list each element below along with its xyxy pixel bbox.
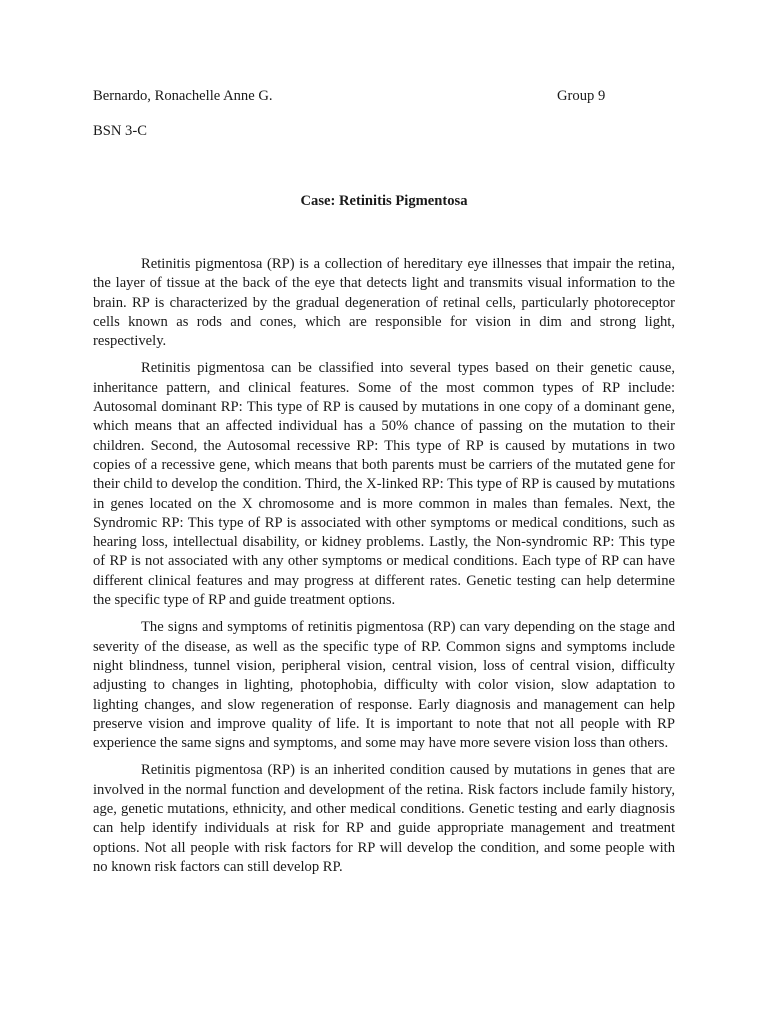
paragraph-symptoms: The signs and symptoms of retinitis pigmentosa (RP) can vary depending on the stage and severity of the disease, as well as the specific type of RP. Common signs and symptoms include night blindness, tunnel vision, peripheral vision, central vision, loss of central vision, difficulty adjusting to changes in lighting, photophobia, difficulty with color vision, slow adaptation to lighting changes, and slow regeneration of response. Early diagnosis and management can help preserve vision and improve quality of life. It is important to note that not all people with RP experience the same signs and symptoms, and some may have more severe vision loss than others. xyxy=(93,619,675,752)
header-row xyxy=(93,87,675,107)
group-label: Group 9 xyxy=(557,88,606,104)
paragraph-risk-factors: Retinitis pigmentosa (RP) is an inherited condition caused by mutations in genes that are involved in the normal function and development of the retina. Risk factors include family history, age, genetic mutations, ethnicity, and other medical conditions. Genetic testing and early diagnosis can help identify individuals at risk for RP and guide appropriate management and treatment options. Not all people with risk factors for RP will develop the condition, and some people with no known risk factors can still develop RP. xyxy=(93,762,675,875)
body-text xyxy=(93,255,675,885)
section-label: BSN 3-C xyxy=(93,123,147,139)
paragraph-definition: Retinitis pigmentosa (RP) is a collection of hereditary eye illnesses that impair the retina, the layer of tissue at the back of the eye that detects light and transmits visual information to the brain. RP is characterized by the gradual degeneration of retinal cells, particularly photoreceptor cells known as rods and cones, which are responsible for vision in dim and strong light, respectively. xyxy=(93,256,675,350)
document-title: Case: Retinitis Pigmentosa xyxy=(300,193,468,209)
paragraph-types: Retinitis pigmentosa can be classified into several types based on their genetic cause, inheritance pattern, and clinical features. Some of the most common types of RP include: Autosomal dominant RP: This type of RP is caused by mutations in one copy of a dominant gene, which means that an affected individual has a 50% chance of passing on the mutation to their children. Second, the Autosomal recessive RP: This type of RP is caused by mutations in two copies of a recessive gene, which means that both parents must be carriers of the mutated gene for their child to develop the condition. Third, the X-linked RP: This type of RP is caused by mutations in genes located on the X chromosome and is more common in males than females. Next, the Syndromic RP: This type of RP is associated with other symptoms or medical conditions, such as hearing loss, intellectual disability, or kidney problems. Lastly, the Non-syndromic RP: This type of RP is not associated with any other symptoms or medical conditions. Each type of RP can have different clinical features and may progress at different rates. Genetic testing can help determine the specific type of RP and guide treatment options. xyxy=(93,360,675,609)
author-name: Bernardo, Ronachelle Anne G. xyxy=(93,88,273,104)
